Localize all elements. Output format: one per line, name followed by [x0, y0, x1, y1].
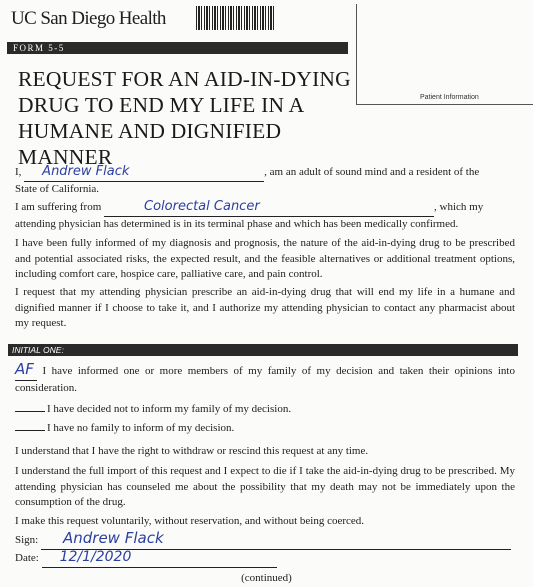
terminal-text: attending physician has determined is in its terminal phase and which has been medically confirmed. — [15, 217, 459, 230]
patient-information-label: Patient Information — [420, 94, 479, 101]
date-label: Date: — [15, 552, 39, 564]
signature-line — [15, 531, 515, 550]
form-title: REQUEST FOR AN AID-IN-DYING DRUG TO END MY LIFE IN A HUMANE AND DIGNIFIED MANNER — [18, 67, 351, 169]
suffering-prefix: I am suffering from — [15, 201, 102, 213]
sign-label: Sign: — [15, 534, 39, 546]
i-prefix: I, — [15, 166, 22, 178]
option-2-text: I have decided not to inform my family of my decision. — [47, 403, 292, 415]
initials-field-2[interactable] — [15, 402, 45, 412]
option-1-text: I have informed one or more members of my family of my decision and taken their opinions into consideration. — [15, 365, 515, 394]
handwritten-name: Andrew Flack — [42, 164, 130, 179]
initial-one-heading: INITIAL ONE: — [8, 344, 518, 356]
patient-information-box — [356, 4, 533, 105]
handwritten-initials: AF — [15, 360, 34, 378]
informed-paragraph: I have been fully informed of my diagnosis and prognosis, the nature of the aid-in-dying drug to be prescribed and potential associated risks, the expected result, and the feasible alternatives or additional treatment options, including comfort care, hospice care, palliative care, and pain control. — [15, 237, 515, 281]
date-line — [15, 550, 515, 568]
handwritten-condition: Colorectal Cancer — [144, 199, 260, 214]
voluntary-statement: I make this request voluntarily, without reservation, and without being coerced. — [15, 515, 365, 527]
withdraw-statement: I understand that I have the right to withdraw or rescind this request at any time. — [15, 445, 369, 457]
adult-text: , am an adult of sound mind and a resident of the — [264, 166, 480, 178]
name-statement — [15, 164, 515, 197]
condition-field[interactable] — [104, 199, 434, 217]
barcode — [196, 6, 274, 30]
which-my-text: , which my — [434, 201, 484, 213]
continued-note: (continued) — [241, 572, 292, 584]
option-3-text: I have no family to inform of my decision. — [47, 422, 235, 434]
name-field[interactable] — [24, 164, 264, 182]
request-paragraph: I request that my attending physician prescribe an aid-in-dying drug that will end my life in a humane and dignified manner if I choose to take it, and I authorize my attending physician to contact any pharmacist about my request. — [15, 286, 515, 330]
initial-option-3 — [15, 421, 515, 437]
handwritten-date: 12/1/2020 — [59, 549, 132, 565]
form-number-bar: FORM 5-5 — [7, 42, 348, 54]
initials-field-3[interactable] — [15, 421, 45, 431]
signature-field[interactable] — [41, 531, 511, 550]
handwritten-signature: Andrew Flack — [62, 529, 164, 547]
state-text: State of California. — [15, 182, 100, 195]
date-field[interactable] — [42, 550, 277, 568]
initial-option-1 — [15, 362, 515, 396]
initials-field-1[interactable] — [15, 362, 37, 381]
import-paragraph: I understand the full import of this request and I expect to die if I take the aid-in-dying drug to be prescribed. My attending physician has counseled me about the possibility that my death may not be immediately upon the consumption of the drug. — [15, 465, 515, 509]
condition-statement — [15, 199, 515, 232]
organization-logo: UC San Diego Health — [11, 8, 166, 29]
initial-option-2 — [15, 402, 515, 418]
